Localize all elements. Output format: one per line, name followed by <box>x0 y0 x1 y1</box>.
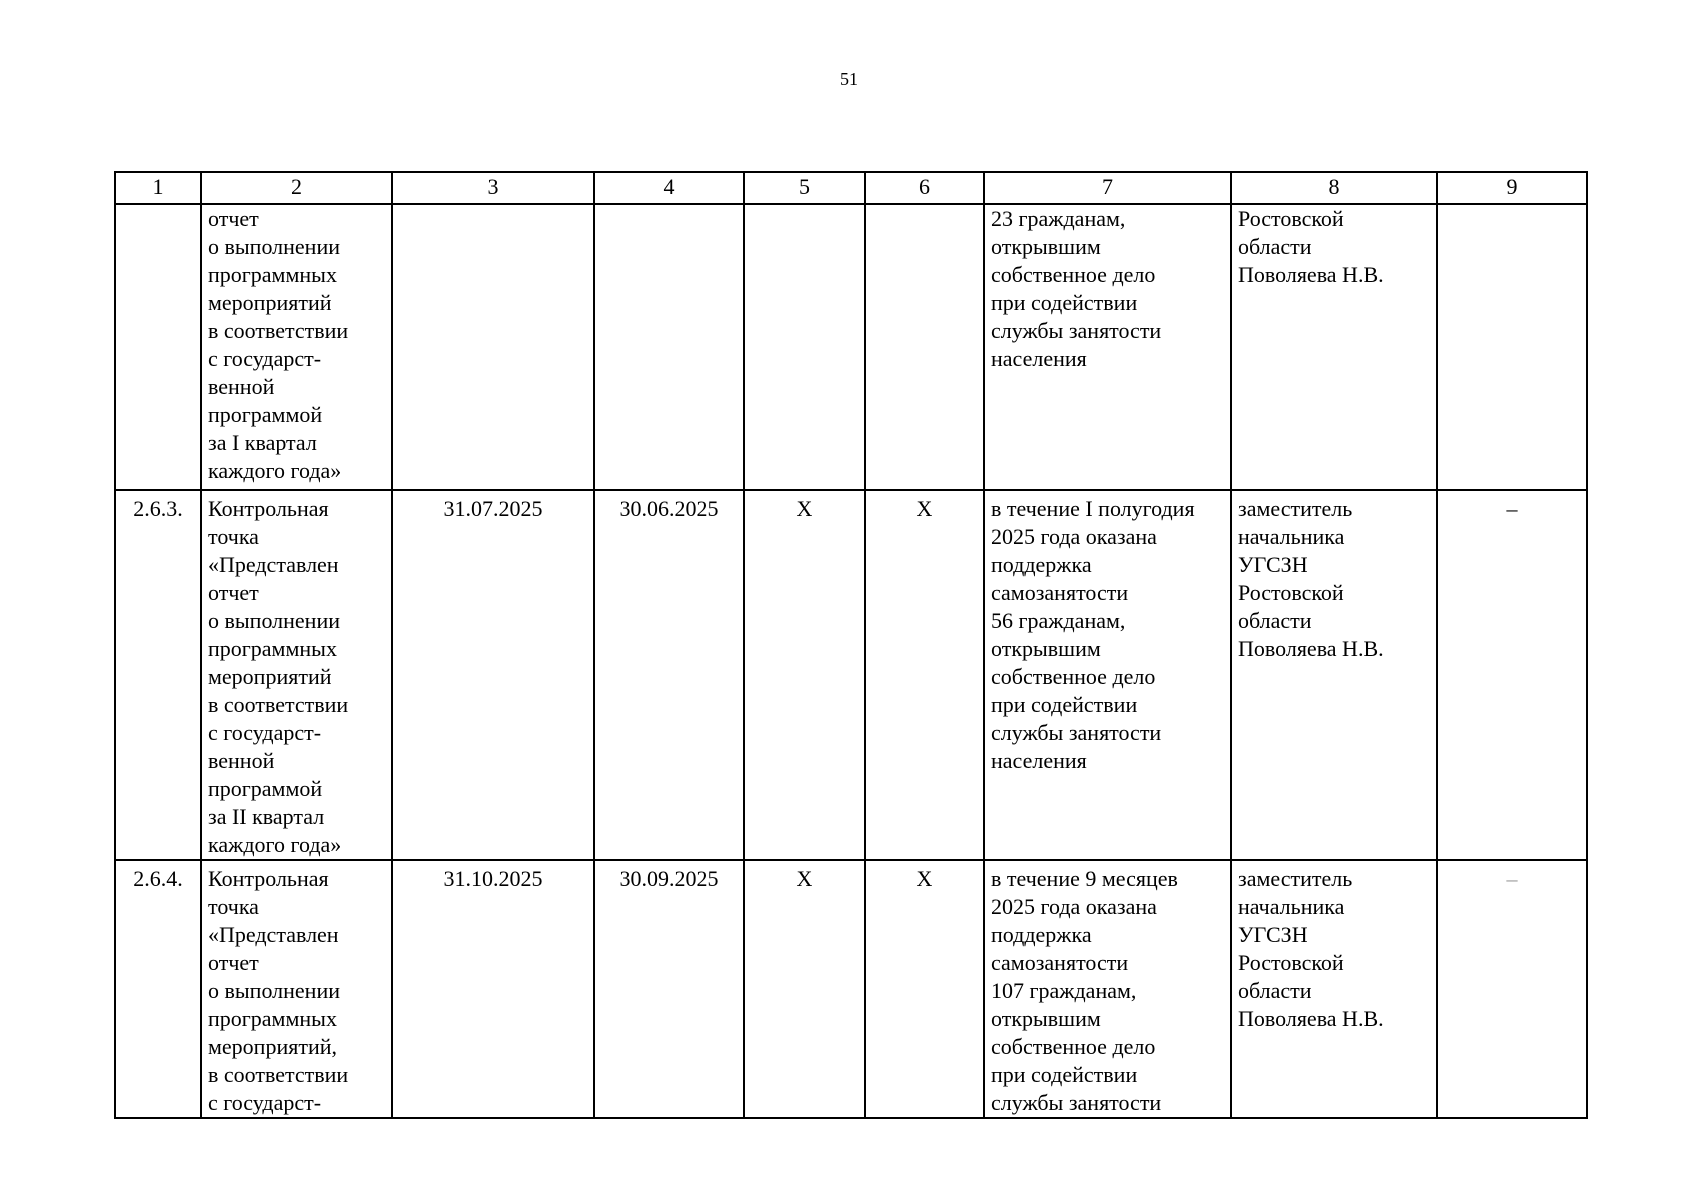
planned-date-cell: 31.10.2025 <box>392 860 594 1118</box>
column-header: 4 <box>594 172 744 204</box>
result-description-cell: 23 гражданам, открывшим собственное дело при содействии службы занятости населения <box>984 204 1231 490</box>
notes-cell: – <box>1437 490 1587 860</box>
actual-date-cell <box>594 204 744 490</box>
column-header: 6 <box>865 172 984 204</box>
column-header: 8 <box>1231 172 1437 204</box>
column-5-cell: Х <box>744 860 865 1118</box>
column-5-cell: Х <box>744 490 865 860</box>
table-row <box>115 204 1587 490</box>
actual-date-cell: 30.06.2025 <box>594 490 744 860</box>
table-row <box>115 490 1587 860</box>
item-number-cell: 2.6.4. <box>115 860 201 1118</box>
column-5-cell <box>744 204 865 490</box>
responsible-person-cell: заместитель начальника УГСЗН Ростовской области Поволяева Н.В. <box>1231 860 1437 1118</box>
column-header: 9 <box>1437 172 1587 204</box>
table-header-row <box>115 172 1587 204</box>
actual-date-cell: 30.09.2025 <box>594 860 744 1118</box>
item-number-cell: 2.6.3. <box>115 490 201 860</box>
control-point-description-cell: Контрольная точка «Представлен отчет о выполнении программных мероприятий в соответствии с государст- венной программой за II квартал каждого года» <box>201 490 392 860</box>
column-6-cell <box>865 204 984 490</box>
table-row <box>115 860 1587 1118</box>
result-description-cell: в течение 9 месяцев 2025 года оказана поддержка самозанятости 107 гражданам, открывшим собственное дело при содействии службы занятости <box>984 860 1231 1118</box>
control-point-description-cell: отчет о выполнении программных мероприятий в соответствии с государст- венной программой за I квартал каждого года» <box>201 204 392 490</box>
item-number-cell <box>115 204 201 490</box>
notes-cell: – <box>1437 860 1587 1118</box>
column-header: 1 <box>115 172 201 204</box>
notes-cell <box>1437 204 1587 490</box>
column-header: 3 <box>392 172 594 204</box>
result-description-cell: в течение I полугодия 2025 года оказана поддержка самозанятости 56 гражданам, открывшим собственное дело при содействии службы занятости населения <box>984 490 1231 860</box>
responsible-person-cell: заместитель начальника УГСЗН Ростовской области Поволяева Н.В. <box>1231 490 1437 860</box>
column-header: 2 <box>201 172 392 204</box>
column-header: 5 <box>744 172 865 204</box>
control-point-description-cell: Контрольная точка «Представлен отчет о выполнении программных мероприятий, в соответствии с государст- <box>201 860 392 1118</box>
column-6-cell: Х <box>865 490 984 860</box>
planned-date-cell: 31.07.2025 <box>392 490 594 860</box>
column-6-cell: Х <box>865 860 984 1118</box>
page-number: 51 <box>840 69 858 89</box>
column-header: 7 <box>984 172 1231 204</box>
planned-date-cell <box>392 204 594 490</box>
control-points-table <box>114 171 1588 1119</box>
responsible-person-cell: Ростовской области Поволяева Н.В. <box>1231 204 1437 490</box>
